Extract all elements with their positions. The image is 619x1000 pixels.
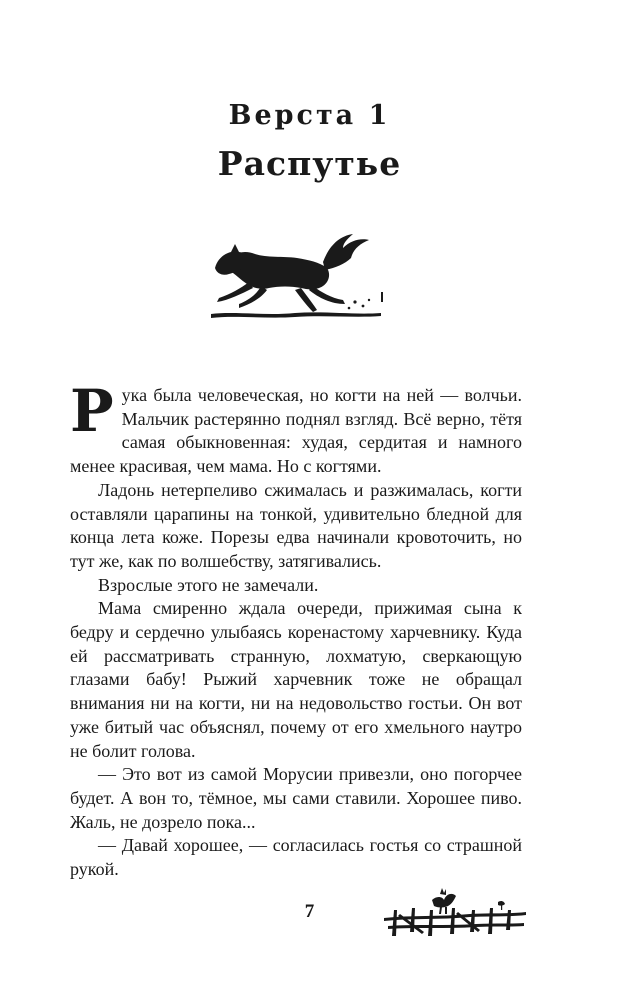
fence-with-rooster-icon: [380, 880, 530, 940]
drop-cap: Р: [70, 377, 114, 445]
page-number: 7: [304, 901, 315, 922]
paragraph-1-text: ука была человеческая, но когти на ней — волчьи. Мальчик растерянно поднял взгляд. Всё верно, тётя самая обыкновенная: худая, сердитая и намного менее красивая, чем мама. Но с когтями.: [70, 385, 522, 477]
chapter-title: Распутье: [217, 144, 402, 183]
running-wolf-icon: [205, 228, 395, 324]
paragraph-1: [70, 377, 522, 479]
paragraph-2: Ладонь нетерпеливо сжималась и разжималась, когти оставляли царапины на тонкой, удивительно бледной для конца лета коже. Порезы едва начинали кровоточить, но тут же, как по волшебству, затягивались.: [70, 479, 522, 571]
paragraph-4: Мама смиренно ждала очереди, прижимая сына к бедру и сердечно улыбаясь коренастому харчевнику. Куда ей рассматривать странную, лохматую, сверкающую глазами бабу! Рыжий харчевник тоже не обращал внимания ни на когти, ни на недовольство гостьи. Он вот уже битый час объяснял, почему от его хмельного наутро не болит голова.: [70, 598, 522, 761]
text-body: [70, 377, 522, 882]
chapter-number: Верста 1: [228, 100, 391, 131]
paragraph-3: Взрослые этого не замечали.: [98, 574, 319, 595]
paragraph-5: — Это вот из самой Морусии привезли, оно погорчее будет. А вон то, тёмное, мы сами ставили. Хорошее пиво. Жаль, не дозрело пока...: [70, 764, 522, 832]
paragraph-6: — Давай хорошее, — согласилась гостья со страшной рукой.: [70, 835, 522, 880]
